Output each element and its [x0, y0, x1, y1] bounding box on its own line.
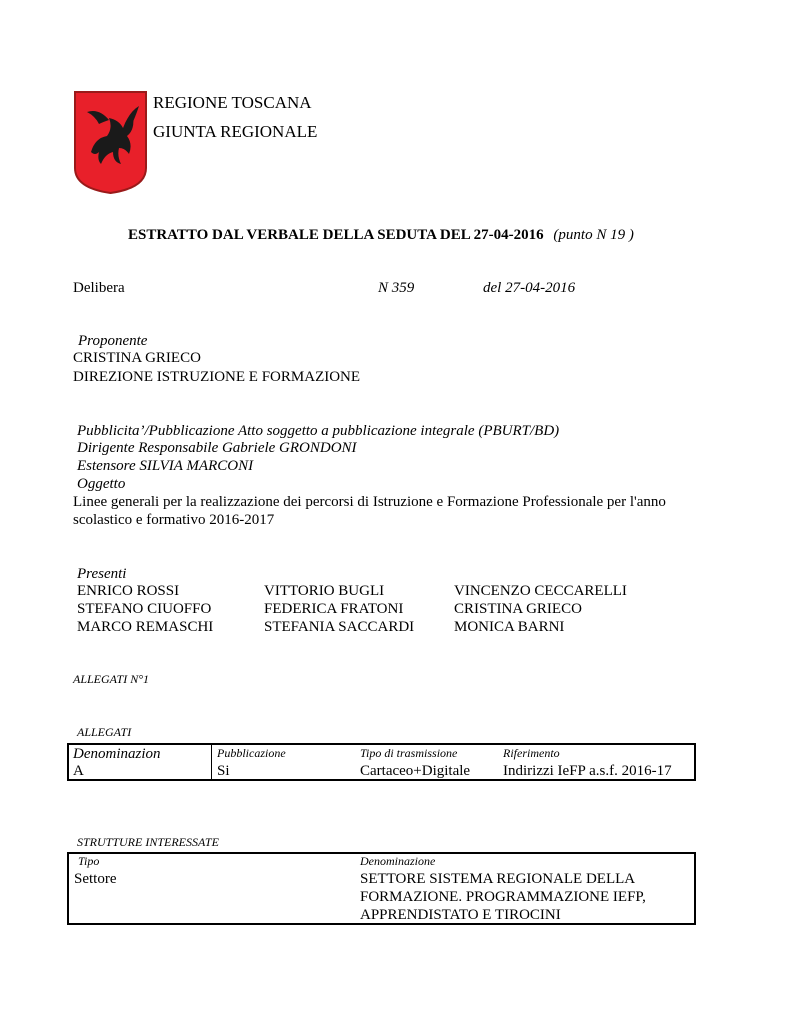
org-name-line1: REGIONE TOSCANA — [153, 93, 312, 112]
allegati-cell-denominazione: A — [73, 763, 84, 779]
strutture-cell-denominazione-line2: FORMAZIONE. PROGRAMMAZIONE IEFP, — [360, 889, 646, 905]
presenti-member: FEDERICA FRATONI — [264, 601, 404, 617]
allegati-header-trasmissione: Tipo di trasmissione — [360, 746, 458, 760]
strutture-cell-denominazione-line3: APPRENDISTATO E TIROCINI — [360, 907, 561, 923]
extract-heading — [128, 227, 634, 244]
presenti-member: MONICA BARNI — [454, 619, 565, 635]
publication-info: Pubblicita’/Pubblicazione Atto soggetto a pubblicazione integrale (PBURT/BD) — [77, 423, 560, 439]
presenti-member: ENRICO ROSSI — [77, 583, 180, 599]
strutture-cell-denominazione-line1: SETTORE SISTEMA REGIONALE DELLA — [360, 871, 636, 887]
extract-title: ESTRATTO DAL VERBALE DELLA SEDUTA DEL 27-04-2016 — [128, 227, 544, 243]
delibera-label: Delibera — [73, 280, 125, 296]
proponente-direction: DIREZIONE ISTRUZIONE E FORMAZIONE — [73, 369, 361, 385]
oggetto-label: Oggetto — [77, 476, 126, 492]
allegati-header-pubblicazione: Pubblicazione — [217, 746, 286, 760]
presenti-member: CRISTINA GRIECO — [454, 601, 582, 617]
allegati-count: ALLEGATI N°1 — [73, 672, 150, 686]
allegati-table — [67, 743, 696, 781]
allegati-cell-trasmissione: Cartaceo+Digitale — [360, 763, 471, 779]
presenti-member: STEFANIA SACCARDI — [264, 619, 415, 635]
delibera-date: del 27-04-2016 — [483, 280, 576, 296]
presenti-member: MARCO REMASCHI — [77, 619, 214, 635]
allegati-label: ALLEGATI — [77, 725, 132, 739]
strutture-table — [67, 852, 696, 925]
proponente-name: CRISTINA GRIECO — [73, 350, 201, 366]
org-name-line2: GIUNTA REGIONALE — [153, 122, 318, 141]
estensore-info: Estensore SILVIA MARCONI — [77, 458, 254, 474]
strutture-cell-tipo: Settore — [74, 871, 117, 887]
proponente-label: Proponente — [78, 333, 148, 349]
regione-toscana-crest-icon — [73, 90, 148, 195]
allegati-header-denominazione: Denominazion — [73, 746, 161, 762]
presenti-member: VINCENZO CECCARELLI — [454, 583, 627, 599]
allegati-header-riferimento: Riferimento — [503, 746, 560, 760]
dirigente-info: Dirigente Responsabile Gabriele GRONDONI — [77, 440, 357, 456]
presenti-label: Presenti — [77, 566, 127, 582]
delibera-number: N 359 — [378, 280, 415, 296]
oggetto-text-line1: Linee generali per la realizzazione dei percorsi di Istruzione e Formazione Professionale per l'anno — [73, 494, 666, 510]
oggetto-text-line2: scolastico e formativo 2016-2017 — [73, 512, 275, 528]
strutture-label: STRUTTURE INTERESSATE — [77, 835, 219, 849]
presenti-member: VITTORIO BUGLI — [264, 583, 385, 599]
strutture-header-denominazione: Denominazione — [360, 854, 436, 868]
allegati-cell-pubblicazione: Si — [217, 763, 230, 779]
presenti-member: STEFANO CIUOFFO — [77, 601, 212, 617]
allegati-cell-riferimento: Indirizzi IeFP a.s.f. 2016-17 — [503, 763, 672, 779]
strutture-header-tipo: Tipo — [78, 854, 100, 868]
extract-point: (punto N 19 ) — [553, 227, 634, 243]
